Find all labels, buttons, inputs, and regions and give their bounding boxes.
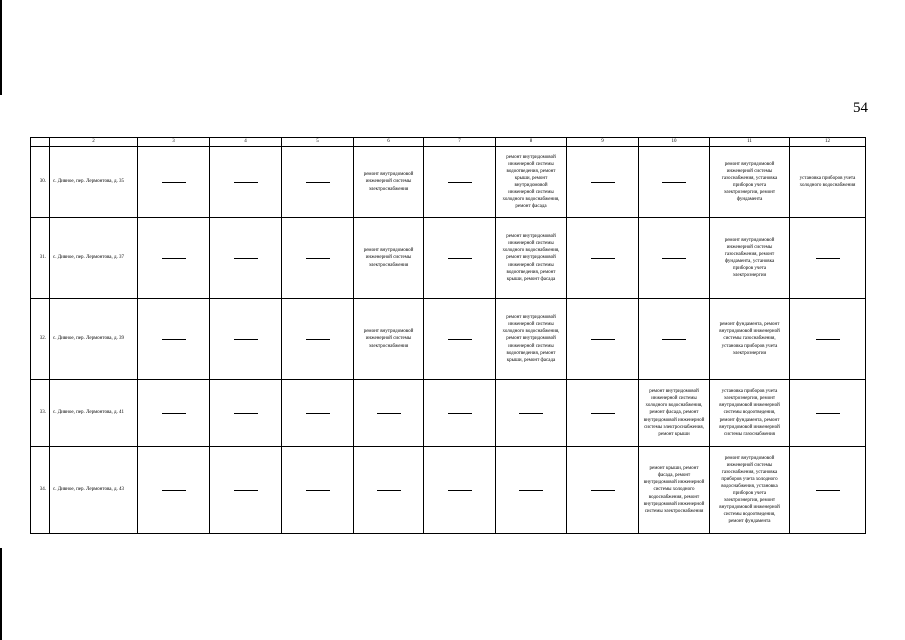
work-line: ремонт внутридомовой <box>363 329 414 335</box>
work-line: инженерной системы <box>508 322 554 328</box>
work-cell <box>639 447 710 534</box>
dash-mark <box>306 258 330 259</box>
work-line: электроэнергии, ремонт <box>723 396 776 402</box>
work-line: инженерной системы <box>508 241 554 247</box>
empty-cell <box>282 447 354 534</box>
work-cell <box>710 147 790 218</box>
dash-mark <box>591 258 615 259</box>
empty-cell <box>790 380 866 447</box>
work-cell <box>639 380 710 447</box>
work-line: ремонт внутридомовой <box>724 161 775 167</box>
work-line: приборов учета <box>732 183 767 188</box>
table-row <box>31 380 866 447</box>
dash-mark <box>234 339 258 340</box>
row-number: 32. <box>31 299 50 380</box>
dash-mark <box>591 182 615 183</box>
work-line: внутридомовой <box>514 183 548 188</box>
empty-cell <box>210 218 282 299</box>
work-line: инженерной системы <box>365 336 412 342</box>
dash-mark <box>519 413 543 414</box>
column-header: 4 <box>210 138 282 147</box>
empty-cell <box>496 380 567 447</box>
work-line: инженерной системы <box>726 244 773 250</box>
row-number: 33. <box>31 380 50 447</box>
column-header: 11 <box>710 138 790 147</box>
empty-cell <box>639 218 710 299</box>
dash-mark <box>162 258 186 259</box>
work-line: установка приборов учета <box>721 389 778 395</box>
empty-cell <box>567 147 639 218</box>
dash-mark <box>377 413 401 414</box>
dash-mark <box>448 339 472 340</box>
work-line: электроснабжения <box>368 186 409 192</box>
work-line: фундамента, установка <box>724 259 775 264</box>
work-line: электроэнергии <box>732 350 767 356</box>
column-header: 7 <box>424 138 496 147</box>
empty-cell <box>567 447 639 534</box>
work-line: электроэнергии, ремонт <box>723 498 776 504</box>
work-line: инженерной системы <box>651 396 697 402</box>
work-line: холодного водоснабжения, <box>502 248 560 254</box>
work-line: ремонт внутридомовой <box>506 336 556 342</box>
work-line: крыши, ремонт фасада <box>506 276 556 282</box>
empty-cell <box>790 299 866 380</box>
dash-mark <box>306 339 330 340</box>
work-line: электроснабжения <box>368 262 409 268</box>
column-header: 2 <box>50 138 138 147</box>
dash-mark <box>162 339 186 340</box>
column-header <box>31 138 50 147</box>
empty-cell <box>210 299 282 380</box>
address-cell: с. Дивное, пер. Лермонтова, д. 37 <box>50 218 138 299</box>
dash-mark <box>234 413 258 414</box>
empty-cell <box>210 447 282 534</box>
dash-mark <box>234 258 258 259</box>
work-line: водоотведения, ремонт <box>506 269 556 275</box>
dash-mark <box>162 490 186 491</box>
dash-mark <box>306 182 330 183</box>
empty-cell <box>496 447 567 534</box>
work-line: ремонт внутридомовой <box>724 455 775 461</box>
dash-mark <box>306 413 330 414</box>
empty-cell <box>424 147 496 218</box>
column-header: 10 <box>639 138 710 147</box>
work-line: ремонт фундамента, ремонт <box>719 417 780 423</box>
column-header: 5 <box>282 138 354 147</box>
work-line: холодного водоснабжения, <box>645 403 703 409</box>
work-line: фасада, ремонт <box>657 473 691 479</box>
column-number-row <box>31 138 866 147</box>
dash-mark <box>448 490 472 491</box>
empty-cell <box>790 447 866 534</box>
dash-mark <box>816 339 840 340</box>
work-line: ремонт фасада <box>515 204 547 210</box>
column-header: 3 <box>138 138 210 147</box>
work-line: приборов учета холодного <box>721 476 778 482</box>
empty-cell <box>138 147 210 218</box>
table-row <box>31 299 866 380</box>
empty-cell <box>790 218 866 299</box>
empty-cell <box>354 447 424 534</box>
dash-mark <box>662 339 686 340</box>
empty-cell <box>138 447 210 534</box>
dash-mark <box>816 490 840 491</box>
work-line: холодного водоснабжения, <box>502 197 560 203</box>
work-line: ремонт крыши <box>658 431 690 437</box>
work-line: приборов учета <box>732 266 767 272</box>
empty-cell <box>282 299 354 380</box>
work-line: установка приборов учета <box>799 175 856 181</box>
empty-cell <box>210 380 282 447</box>
work-line: ремонт внутридомовой <box>649 389 699 395</box>
work-line: газоснабжения, установка <box>721 469 778 475</box>
dash-mark <box>591 413 615 414</box>
empty-cell <box>424 447 496 534</box>
empty-cell <box>282 147 354 218</box>
table-row <box>31 147 866 218</box>
work-line: водоотведения, ремонт <box>506 168 556 174</box>
empty-cell <box>639 147 710 218</box>
address-cell: с. Дивное, пер. Лермонтова, д. 39 <box>50 299 138 380</box>
page-number: 54 <box>853 100 868 116</box>
work-line: установка приборов учета <box>721 343 778 349</box>
dash-mark <box>519 490 543 491</box>
work-line: ремонт фасада, ремонт <box>649 410 699 416</box>
work-cell <box>496 299 567 380</box>
page-edge-line <box>0 0 2 95</box>
work-line: ремонт внутридомовой <box>724 237 775 243</box>
empty-cell <box>424 218 496 299</box>
empty-cell <box>354 380 424 447</box>
address-cell: с. Дивное, пер. Лермонтова, д. 43 <box>50 447 138 534</box>
dash-mark <box>306 490 330 491</box>
repair-program-table <box>30 137 866 534</box>
work-cell <box>710 447 790 534</box>
empty-cell <box>424 299 496 380</box>
work-cell <box>496 218 567 299</box>
dash-mark <box>162 413 186 414</box>
page-edge-line <box>0 548 2 640</box>
dash-mark <box>591 339 615 340</box>
empty-cell <box>282 380 354 447</box>
work-line: ремонт внутридомовой <box>506 315 556 321</box>
empty-cell <box>282 218 354 299</box>
dash-mark <box>448 413 472 414</box>
work-line: газоснабжения, установка <box>721 175 778 181</box>
work-line: фундамента <box>736 197 763 203</box>
work-cell <box>710 218 790 299</box>
row-number: 34. <box>31 447 50 534</box>
work-line: системы электроснабжения, <box>644 424 704 430</box>
work-line: инженерной системы <box>508 262 554 268</box>
work-line: внутридомовой инженерной <box>719 403 780 409</box>
column-header: 8 <box>496 138 567 147</box>
empty-cell <box>567 218 639 299</box>
dash-mark <box>234 490 258 491</box>
work-line: водоснабжения, ремонт <box>648 494 700 500</box>
work-line: электроэнергии <box>732 273 767 279</box>
work-line: ремонт внутридомовой <box>363 172 414 178</box>
work-line: внутридомовой инженерной <box>643 501 705 507</box>
work-line: электроснабжения <box>368 343 409 349</box>
dash-mark <box>662 182 686 183</box>
work-line: холодного водоснабжения, <box>502 329 560 335</box>
work-line: крыши, ремонт фасада <box>506 357 556 363</box>
column-header: 9 <box>567 138 639 147</box>
column-header: 6 <box>354 138 424 147</box>
work-line: электроэнергии, ремонт <box>723 190 776 196</box>
row-number: 31. <box>31 218 50 299</box>
row-number: 30. <box>31 147 50 218</box>
work-line: инженерной системы <box>365 179 412 185</box>
work-line: инженерной системы <box>726 462 773 468</box>
dash-mark <box>662 258 686 259</box>
work-line: водоснабжения, установка <box>721 483 778 489</box>
dash-mark <box>162 182 186 183</box>
work-line: холодного водоснабжения <box>799 183 856 188</box>
work-line: системы газоснабжения <box>724 431 775 437</box>
work-line: внутридомовой инженерной <box>719 329 780 335</box>
work-line: инженерной системы <box>365 255 412 261</box>
work-cell <box>710 299 790 380</box>
empty-cell <box>424 380 496 447</box>
work-line: внутридомовой инженерной <box>719 424 780 430</box>
work-line: системы водоотведения, <box>723 410 776 416</box>
work-cell <box>496 147 567 218</box>
empty-cell <box>567 380 639 447</box>
dash-mark <box>816 258 840 259</box>
dash-mark <box>448 258 472 259</box>
work-cell <box>354 299 424 380</box>
work-cell <box>354 147 424 218</box>
work-line: инженерной системы <box>508 190 554 196</box>
address-cell: с. Дивное, пер. Лермонтова, д. 35 <box>50 147 138 218</box>
work-line: инженерной системы <box>508 343 554 349</box>
work-line: внутридомовой инженерной <box>643 417 705 423</box>
dash-mark <box>377 490 401 491</box>
work-line: ремонт фундамента <box>728 519 771 525</box>
empty-cell <box>138 380 210 447</box>
work-cell <box>354 218 424 299</box>
empty-cell <box>138 299 210 380</box>
work-line: инженерной системы <box>726 168 773 174</box>
work-line: внутридомовой инженерной <box>719 505 780 511</box>
address-cell: с. Дивное, пер. Лермонтова, д. 41 <box>50 380 138 447</box>
work-line: ремонт внутридомовой <box>506 154 556 160</box>
work-line: газоснабжения, ремонт <box>724 251 775 257</box>
dash-mark <box>816 413 840 414</box>
empty-cell <box>567 299 639 380</box>
empty-cell <box>639 299 710 380</box>
work-line: ремонт фундамента, ремонт <box>719 322 780 328</box>
work-cell <box>790 147 866 218</box>
work-line: ремонт крыши, ремонт <box>649 466 699 472</box>
work-line: крыши, ремонт <box>514 175 548 181</box>
work-line: системы электроснабжения <box>644 508 704 514</box>
work-line: ремонт внутридомовой <box>506 255 556 261</box>
work-line: инженерной системы <box>508 161 554 167</box>
empty-cell <box>210 147 282 218</box>
work-line: системы водоотведения, <box>723 512 776 518</box>
dash-mark <box>448 182 472 183</box>
empty-cell <box>138 218 210 299</box>
work-line: ремонт внутридомовой <box>363 248 414 254</box>
work-line: системы газоснабжения, <box>723 336 776 342</box>
work-cell <box>710 380 790 447</box>
work-line: системы холодного <box>653 487 695 493</box>
work-line: внутридомовой инженерной <box>643 480 705 486</box>
work-line: водоотведения, ремонт <box>506 350 556 356</box>
table-row <box>31 447 866 534</box>
work-line: приборов учета <box>732 491 767 496</box>
table-row <box>31 218 866 299</box>
column-header: 12 <box>790 138 866 147</box>
dash-mark <box>591 490 615 491</box>
dash-mark <box>234 182 258 183</box>
work-line: ремонт внутридомовой <box>506 234 556 240</box>
